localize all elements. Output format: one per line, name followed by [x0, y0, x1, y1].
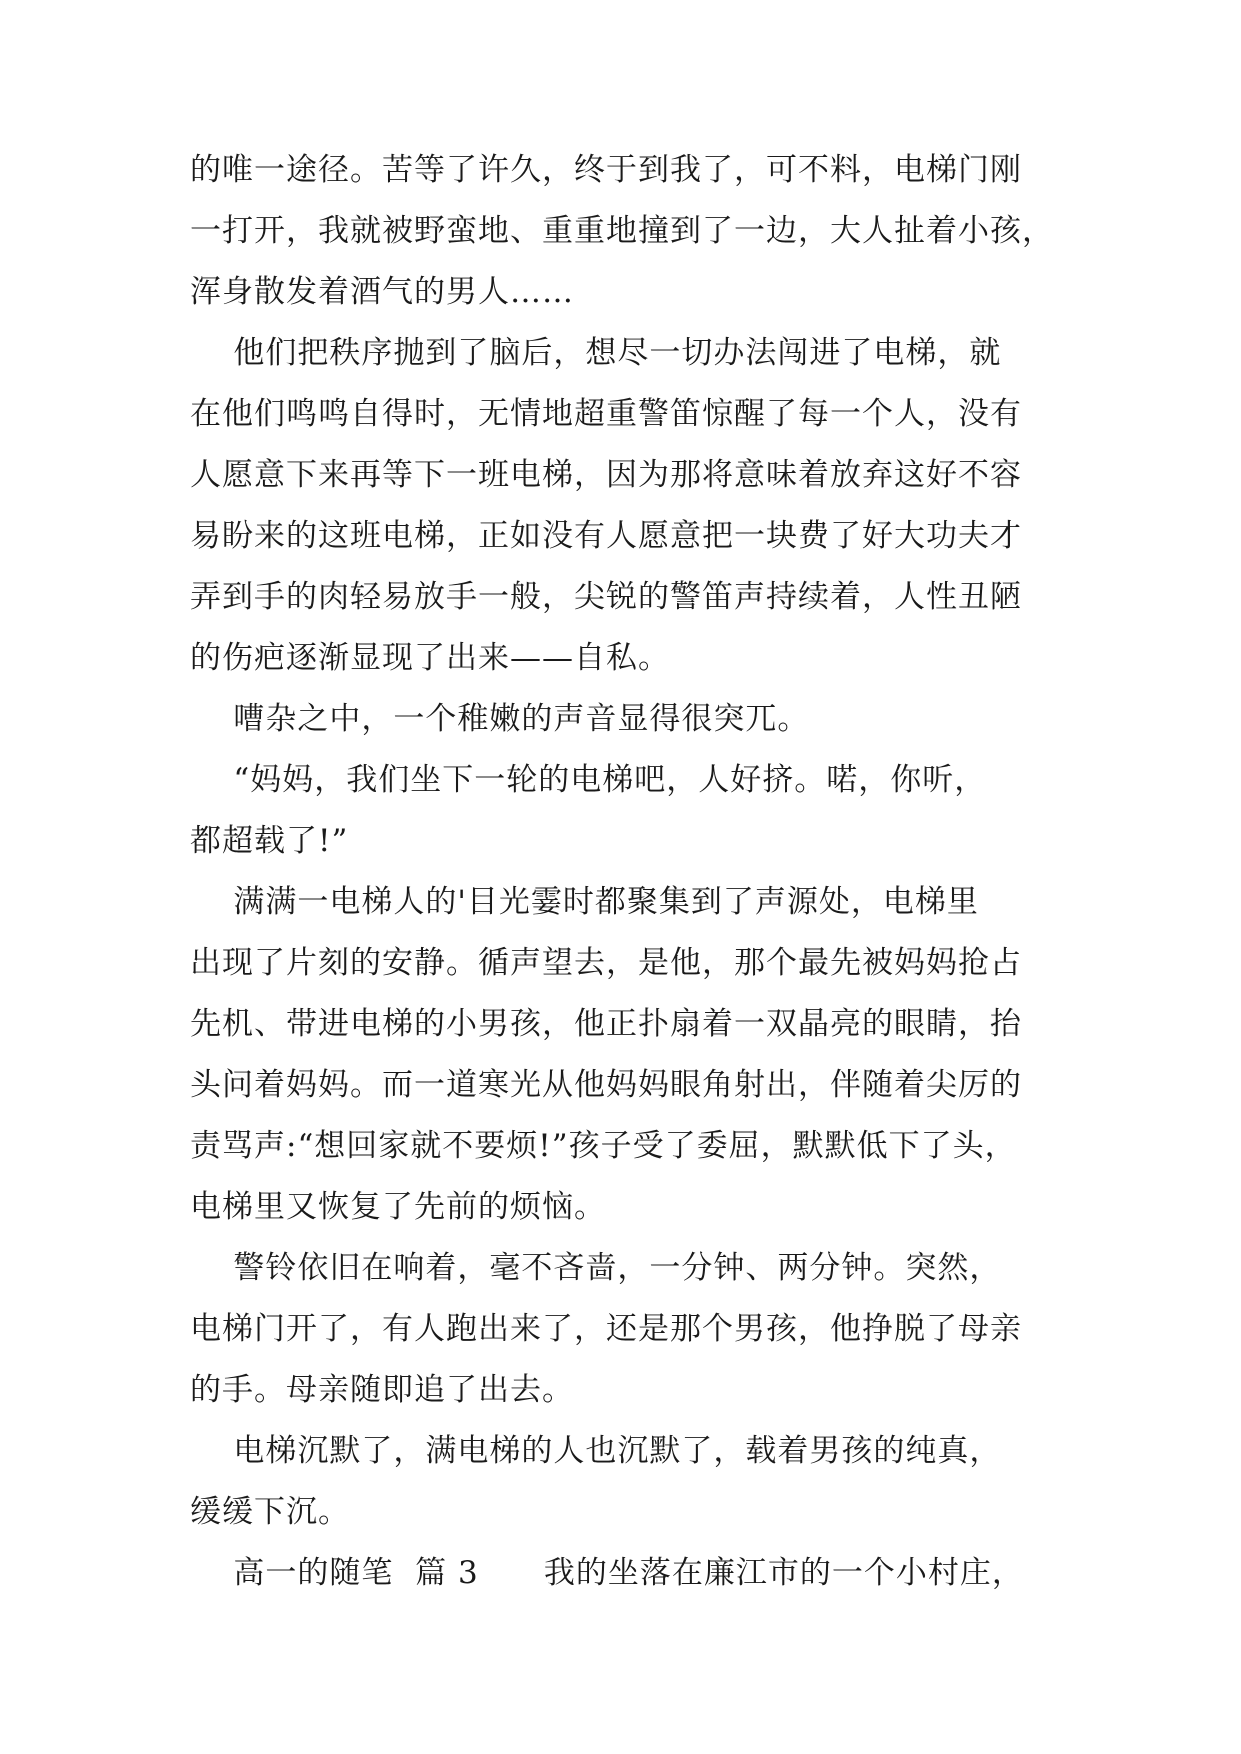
text-line: 责骂声:“想回家就不要烦!”孩子受了委屈，默默低下了头， — [190, 1128, 1017, 1164]
text-line: 嘈杂之中，一个稚嫩的声音显得很突兀。 — [190, 701, 810, 737]
text-line: 电梯门开了，有人跑出来了，还是那个男孩，他挣脱了母亲 — [190, 1311, 1022, 1347]
text-line: 警铃依旧在响着，毫不吝啬，一分钟、两分钟。突然， — [190, 1250, 1002, 1286]
text-line: 出现了片刻的安静。循声望去，是他，那个最先被妈妈抢占 — [190, 945, 1022, 981]
document-body — [190, 140, 1070, 1604]
text-line: 满满一电梯人的'目光霎时都聚集到了声源处，电梯里 — [190, 884, 979, 920]
text-line: 电梯沉默了，满电梯的人也沉默了，载着男孩的纯真， — [190, 1433, 1002, 1469]
text-line: 的手。母亲随即追了出去。 — [190, 1372, 574, 1408]
text-line: 都超载了!” — [190, 823, 349, 859]
text-line: 缓缓下沉。 — [190, 1494, 350, 1530]
text-line: 他们把秩序抛到了脑后，想尽一切办法闯进了电梯，就 — [190, 335, 1002, 371]
text-line: 电梯里又恢复了先前的烦恼。 — [190, 1189, 606, 1225]
text-line: 易盼来的这班电梯，正如没有人愿意把一块费了好大功夫才 — [190, 518, 1022, 554]
text-line: 头问着妈妈。而一道寒光从他妈妈眼角射出，伴随着尖厉的 — [190, 1067, 1022, 1103]
text-line: 的唯一途径。苦等了许久，终于到我了，可不料，电梯门刚 — [190, 152, 1022, 188]
text-line: 在他们鸣鸣自得时，无情地超重警笛惊醒了每一个人，没有 — [190, 396, 1022, 432]
text-line: 浑身散发着酒气的男人…… — [190, 274, 574, 310]
text-line: 弄到手的肉轻易放手一般，尖锐的警笛声持续着，人性丑陋 — [190, 579, 1022, 615]
section-heading-line: 高一的随笔 篇 3 我的坐落在廉江市的一个小村庄， — [190, 1555, 1024, 1591]
text-line: 先机、带进电梯的小男孩，他正扑扇着一双晶亮的眼睛，抬 — [190, 1006, 1022, 1042]
text-line: 一打开，我就被野蛮地、重重地撞到了一边，大人扯着小孩， — [190, 213, 1054, 249]
text-line: 的伤疤逐渐显现了出来——自私。 — [190, 640, 670, 676]
text-line: “妈妈，我们坐下一轮的电梯吧，人好挤。喏，你听， — [190, 762, 987, 798]
text-line: 人愿意下来再等下一班电梯，因为那将意味着放弃这好不容 — [190, 457, 1022, 493]
